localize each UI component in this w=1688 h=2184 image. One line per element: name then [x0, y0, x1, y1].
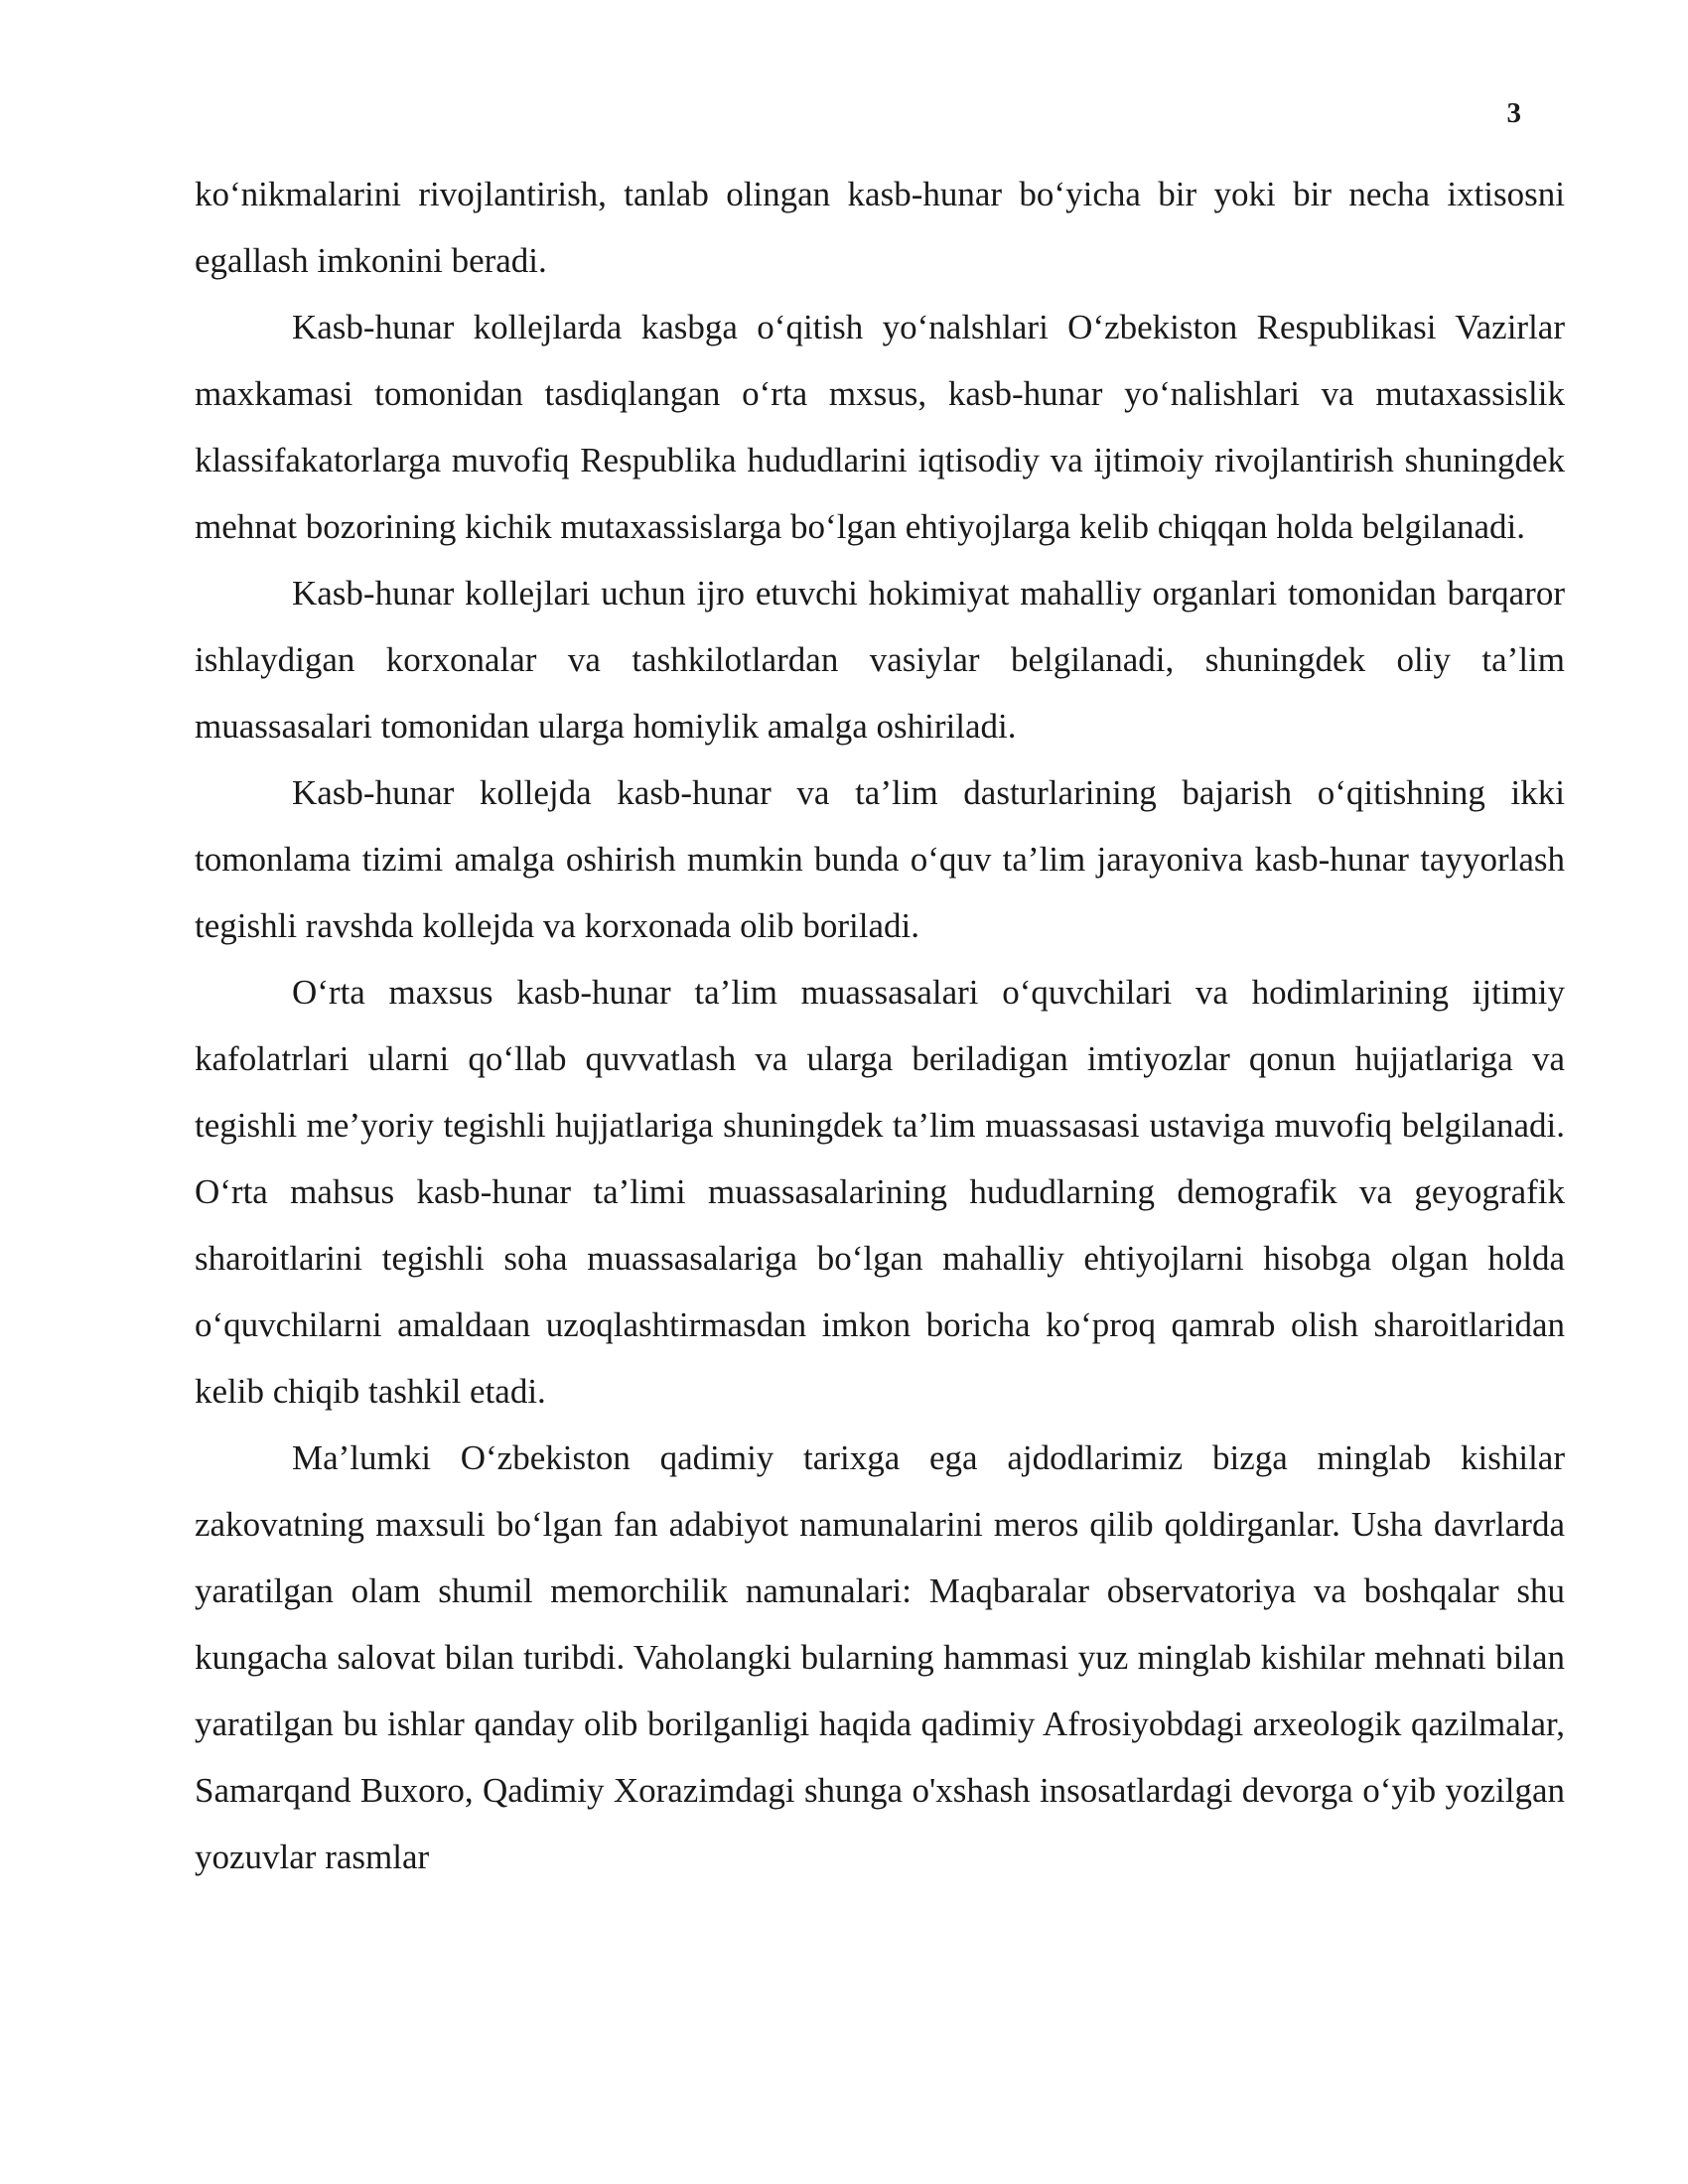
paragraph-social-guarantees: O‘rta maxsus kasb-hunar ta’lim muassasalari o‘quvchilari va hodimlarining ijtimiy kafolatrlari ularni qo‘llab quvvatlash va ularga beriladigan imtiyozlar qonun hujjatlariga va tegishli me’yoriy tegishli hujjatlariga shuningdek ta’lim muassasasi ustaviga muvofiq belgilanadi. O‘rta mahsus kasb-hunar ta’limi muassasalarining hududlarning demografik va geyografik sharoitlarini tegishli soha muassasalariga bo‘lgan mahalliy ehtiyojlarni hisobga olgan holda o‘quvchilarni amaldaan uzoqlashtirmasdan imkon boricha ko‘proq qamrab olish sharoitlaridan kelib chiqib tashkil etadi. [195, 973, 1565, 1411]
paragraph-college-trustees: Kasb-hunar kollejlari uchun ijro etuvchi hokimiyat mahalliy organlari tomonidan barqaror ishlaydigan korxonalar va tashkilotlardan vasiylar belgilanadi, shuningdek oliy ta’lim muassasalari tomonidan ularga homiylik amalga oshiriladi. [195, 574, 1565, 746]
page-number: 3 [1506, 97, 1521, 129]
paragraph-dual-training: Kasb-hunar kollejda kasb-hunar va ta’lim dasturlarining bajarish o‘qitishning ikki tomonlama tizimi amalga oshirish mumkin bunda o‘quv ta’lim jarayoniva kasb-hunar tayyorlash tegishli ravshda kollejda va korxonada olib boriladi. [195, 773, 1565, 945]
document-body [195, 161, 1565, 1890]
paragraph-college-directions: Kasb-hunar kollejlarda kasbga o‘qitish yo‘nalshlari O‘zbekiston Respublikasi Vazirlar maxkamasi tomonidan tasdiqlangan o‘rta mxsus, kasb-hunar yo‘nalishlari va mutaxassislik klassifakatorlarga muvofiq Respublika hududlarini iqtisodiy va ijtimoiy rivojlantirish shuningdek mehnat bozorining kichik mutaxassislarga bo‘lgan ehtiyojlarga kelib chiqqan holda belgilanadi. [195, 308, 1565, 546]
paragraph-history: Ma’lumki O‘zbekiston qadimiy tarixga ega ajdodlarimiz bizga minglab kishilar zakovatning maxsuli bo‘lgan fan adabiyot namunalarini meros qilib qoldirganlar. Usha davrlarda yaratilgan olam shumil memorchilik namunalari: Maqbaralar observatoriya va boshqalar shu kungacha salovat bilan turibdi. Vaholangki bularning hammasi yuz minglab kishilar mehnati bilan yaratilgan bu ishlar qanday olib borilganligi haqida qadimiy Afrosiyobdagi arxeologik qazilmalar, Samarqand Buxoro, Qadimiy Xorazimdagi shunga o'xshash insosatlardagi devorga o‘yib yozilgan yozuvlar rasmlar [195, 1438, 1565, 1876]
paragraph-continuation: ko‘nikmalarini rivojlantirish, tanlab olingan kasb-hunar bo‘yicha bir yoki bir necha ixtisosni egallash imkonini beradi. [195, 175, 1565, 280]
